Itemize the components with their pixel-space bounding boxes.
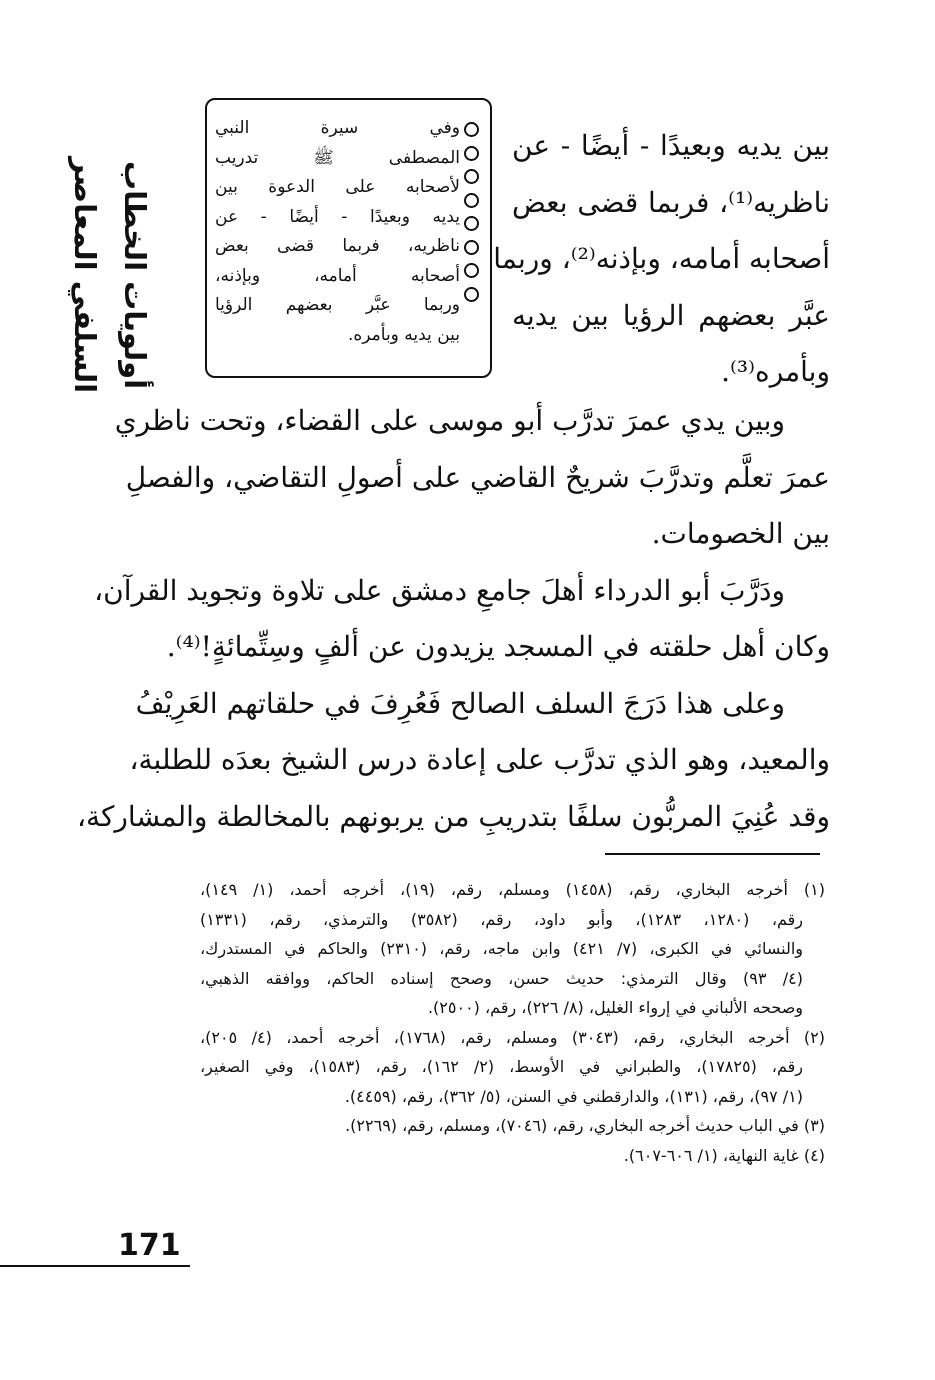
- text-line: وعلى هذا دَرَجَ السلف الصالح فَعُرِفَ في حلقاتهم العَرِيْفُ: [135, 686, 785, 720]
- footnote-line: (٤/ ٩٣) وقال الترمذي: حديث حسن، وصحح إسناده الحاكم، ووافقه الذهبي،: [200, 968, 803, 988]
- footnote-line: (١/ ٩٧)، رقم، (١٣١)، والدارقطني في السنن، (٥/ ٣٦٢)، رقم، (٤٤٥٩).: [344, 1086, 803, 1106]
- footnote-line: (١) أخرجه البخاري، رقم، (١٤٥٨) ومسلم، رقم، (١٩)، أخرجه أحمد، (١/ ١٤٩)،: [200, 880, 826, 899]
- footnotes: [200, 875, 825, 1170]
- text-line: والمعيد، وهو الذي تدرَّب على إعادة درس الشيخ بعدَه للطلبة،: [129, 743, 830, 776]
- opening-text: [493, 118, 830, 401]
- footnote: [200, 1023, 825, 1112]
- text-line: عبَّر بعضهم الرؤيا بين يديه: [512, 298, 830, 332]
- box-line: أصحابه أمامه، وبإذنه،: [215, 265, 460, 286]
- text-line: أصحابه أمامه، وبإذنه⁽²⁾، وربما: [493, 242, 830, 275]
- bullet-circle-icon: [464, 216, 479, 231]
- box-line: ناظريه، فربما قضى بعض: [215, 236, 460, 256]
- box-line: وفي سيرة النبي: [215, 118, 460, 138]
- box-line: بين يديه وبأمره.: [347, 324, 460, 345]
- text-line: ودَرَّبَ أبو الدرداء أهلَ جامعِ دمشق على تلاوة وتجويد القرآن،: [94, 573, 785, 607]
- box-bullets: [462, 114, 484, 310]
- footnote-line: (٣) في الباب حديث أخرجه البخاري، رقم، (٧٠٤٦)، ومسلم، رقم، (٢٢٦٩).: [345, 1116, 825, 1135]
- body-text: [77, 393, 830, 845]
- bullet-circle-icon: [464, 193, 479, 208]
- bullet-circle-icon: [464, 240, 479, 255]
- bullet-circle-icon: [464, 287, 479, 302]
- footnote-line: (٤) غاية النهاية، (١/ ٦٠٦-٦٠٧).: [623, 1145, 825, 1165]
- paragraph: [77, 676, 830, 846]
- box-line: لأصحابه على الدعوة بين: [215, 177, 460, 197]
- footnote-divider: [605, 853, 820, 855]
- bullet-circle-icon: [464, 263, 479, 278]
- footnote-line: (٢) أخرجه البخاري، رقم، (٣٠٤٣) ومسلم، رقم، (١٧٦٨)، أخرجه أحمد، (٤/ ٢٠٥)،: [200, 1027, 826, 1047]
- footnote: [200, 1141, 825, 1171]
- bullet-circle-icon: [464, 122, 479, 137]
- box-line: المصطفى ﷺ تدريب: [215, 147, 460, 168]
- footnote: [200, 875, 825, 1023]
- footnote: [200, 1111, 825, 1141]
- text-line: عمرَ تعلَّم وتدرَّبَ شريحٌ القاضي على أصولِ التقاضي، والفصلِ: [125, 460, 830, 494]
- page-number: 171: [118, 1228, 181, 1263]
- text-line: ناظريه⁽¹⁾، فربما قضى بعض: [512, 185, 830, 219]
- bullet-circle-icon: [464, 169, 479, 184]
- paragraph: [114, 393, 830, 563]
- box-line: وربما عبَّر بعضهم الرؤيا: [215, 295, 460, 315]
- text-line: وقد عُنِيَ المربُّون سلفًا بتدريبِ من يربونهم بالمخالطة والمشاركة،: [77, 799, 830, 833]
- footnote-line: رقم، (١٧٨٢٥)، والطبراني في الأوسط، (٢/ ١٦٢)، رقم، (١٥٨٣)، وفي الصغير،: [200, 1057, 803, 1076]
- page-number-rule: [0, 1265, 190, 1267]
- box-line: يديه وبعيدًا - أيضًا - عن: [215, 206, 460, 227]
- text-line: وكان أهل حلقته في المسجد يزيدون عن ألفٍ وسِتِّمائةٍ!⁽⁴⁾.: [166, 630, 830, 663]
- paragraph: [94, 563, 830, 676]
- footnote-line: وصححه الألباني في إرواء الغليل، (٨/ ٢٢٦)، رقم، (٢٥٠٠).: [427, 998, 803, 1017]
- bullet-circle-icon: [464, 146, 479, 161]
- running-title: أولويات الخطاب السلفي المعاصر: [68, 156, 152, 394]
- footnote-line: رقم، (١٢٨٠، ١٢٨٣)، وأبو داود، رقم، (٣٥٨٢) والترمذي، رقم، (١٣٣١): [200, 909, 804, 929]
- footnote-line: والنسائي في الكبرى، (٧/ ٤٢١) وابن ماجه، رقم، (٢٣١٠) والحاكم في المستدرك،: [200, 939, 803, 958]
- text-line: وبين يدي عمرَ تدرَّب أبو موسى على القضاء، وتحت ناظري: [114, 404, 785, 437]
- text-line: بين يديه وبعيدًا - أيضًا - عن: [512, 129, 830, 162]
- text-line: وبأمره⁽³⁾.: [721, 355, 830, 388]
- box-text: [215, 114, 460, 350]
- text-line: بين الخصومات.: [651, 517, 830, 550]
